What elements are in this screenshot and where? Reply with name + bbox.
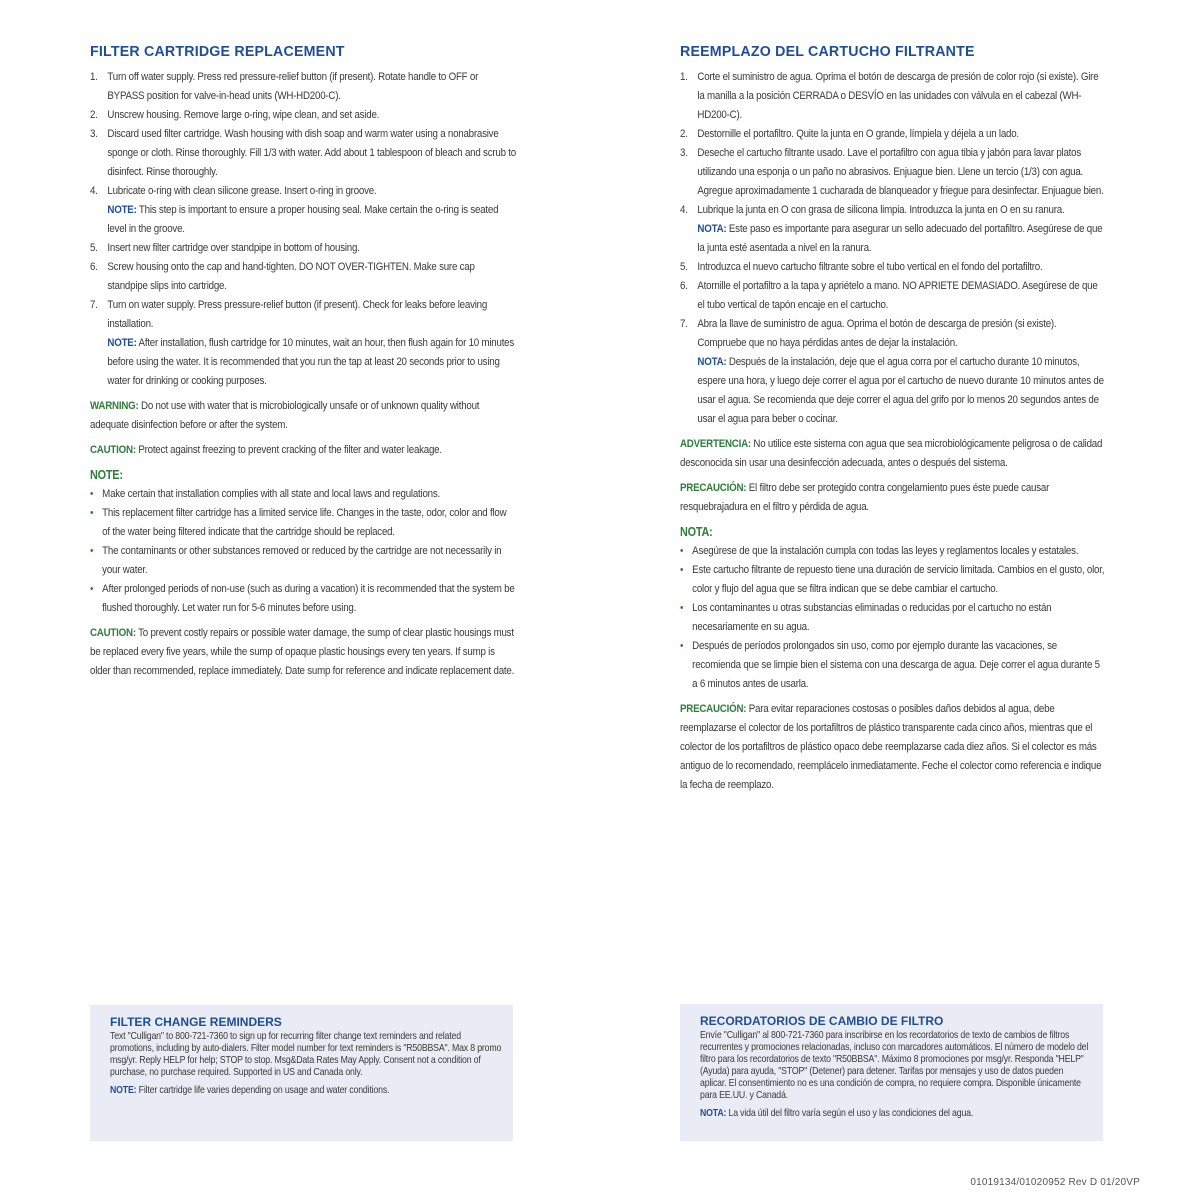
list-item <box>680 637 1106 694</box>
recordatorios-box <box>680 1004 1103 1141</box>
caution-paragraph <box>680 700 1106 795</box>
warning-text: No utilice este sistema con agua que sea microbiológicamente peligrosa o de calidad desconocida sin usar una desinfección adecuada, antes o después del sistema. <box>680 438 1103 469</box>
step-number: 1. <box>680 71 688 83</box>
bullet-text: Make certain that installation complies with all state and local laws and regulations. <box>102 488 441 500</box>
step-number: 4. <box>90 185 98 197</box>
caution-label: CAUTION: <box>90 444 136 456</box>
step-number: 7. <box>680 318 688 330</box>
list-item <box>90 296 516 391</box>
list-item <box>90 504 516 542</box>
step-text: Deseche el cartucho filtrante usado. Lave el portafiltro con agua tibia y jabón para lavar platos utilizando una esponja o un paño no abrasivos. Enjuague bien. Llene un tercio (1/3) con agua. Agregue aproximadamente 1 cucharada de blanqueador y friegue para desinfectar. Enjuague bien. <box>697 147 1104 197</box>
note-text: After installation, flush cartridge for 10 minutes, wait an hour, then flush again for 10 minutes before using the water. It is recommended that you run the tap at least 20 seconds prior to using water for drinking or cooking purposes. <box>107 337 515 387</box>
list-item <box>90 182 516 239</box>
filter-change-reminders-box <box>90 1005 513 1141</box>
list-item <box>680 315 1106 429</box>
caution-paragraph <box>680 479 1106 517</box>
note-label: NOTE: <box>107 204 137 216</box>
instructions-body <box>680 68 1106 795</box>
step-number: 4. <box>680 204 688 216</box>
caution-text: Protect against freezing to prevent cracking of the filter and water leakage. <box>135 444 442 456</box>
list-item <box>90 239 516 258</box>
step-text: Corte el suministro de agua. Oprima el botón de descarga de presión de color rojo (si existe). Gire la manilla a la posición CERRADA o DESVÍO en las unidades con válvula en el cabezal (WH-HD200-C). <box>697 71 1099 121</box>
step-text: Lubricate o-ring with clean silicone grease. Insert o-ring in groove. <box>107 185 377 197</box>
bullet-icon: • <box>680 602 684 614</box>
bullet-text: Este cartucho filtrante de repuesto tiene una duración de servicio limitada. Cambios en el gusto, olor, color y flujo del agua que se filtra indican que se debe cambiar el cartucho. <box>692 564 1105 595</box>
step-text: Atornille el portafiltro a la tapa y apriételo a mano. NO APRIETE DEMASIADO. Asegúrese de que el tubo vertical de tapón encaje en el cartucho. <box>697 280 1098 311</box>
spanish-column <box>680 44 1110 795</box>
list-item <box>90 580 516 618</box>
caution-text: Para evitar reparaciones costosas o posibles daños debidos al agua, debe reemplazarse el colector de los portafiltros de plástico transparente cada cinco años, mientras que el colector de los portafiltros de plástico opaco debe reemplazarse cada diez años. Si el colector es más antiguo de lo recomendado, reemplácelo inmediatamente. Feche el colector como referencia e indique la fecha de reemplazo. <box>680 703 1102 791</box>
warning-paragraph <box>90 397 516 435</box>
step-text: Destornille el portafiltro. Quite la junta en O grande, límpiela y déjela a un lado. <box>697 128 1019 140</box>
step-text: Discard used filter cartridge. Wash housing with dish soap and warm water using a nonabrasive sponge or cloth. Rinse thoroughly. Fill 1/3 with water. Add about 1 tablespoon of bleach and scrub to disinfect. Rinse thoroughly. <box>107 128 516 178</box>
step-number: 1. <box>90 71 98 83</box>
note-text: La vida útil del filtro varía según el uso y las condiciones del agua. <box>726 1108 974 1119</box>
note-text: This step is important to ensure a proper housing seal. Make certain the o-ring is seated level in the groove. <box>107 204 499 235</box>
warning-text: Do not use with water that is microbiologically unsafe or of unknown quality without adequate disinfection before or after the system. <box>90 400 480 431</box>
steps-list <box>90 68 516 391</box>
bullet-icon: • <box>90 507 94 519</box>
caution-paragraph <box>90 441 516 460</box>
list-item <box>680 68 1106 125</box>
step-text: Turn off water supply. Press red pressure-relief button (if present). Rotate handle to OFF or BYPASS position for valve-in-head units (WH-HD200-C). <box>107 71 479 102</box>
list-item <box>680 277 1106 315</box>
bullet-text: Los contaminantes u otras substancias eliminadas o reducidas por el cartucho no están necesariamente en su agua. <box>692 602 1052 633</box>
step-number: 3. <box>90 128 98 140</box>
steps-list <box>680 68 1106 429</box>
list-item <box>90 542 516 580</box>
note-text: Filter cartridge life varies depending on usage and water conditions. <box>136 1085 390 1096</box>
notes-list <box>90 485 516 618</box>
section-title: REEMPLAZO DEL CARTUCHO FILTRANTE <box>680 44 975 60</box>
list-item <box>680 125 1106 144</box>
step-number: 6. <box>680 280 688 292</box>
reminder-text: Text "Culligan" to 800-721-7360 to sign up for recurring filter change text reminders and related promotions, including by auto-dialers. Filter model number for text reminders is "R50BBSA". Max 8 promo msg/yr. Reply HELP for help; STOP to stop. Msg&Data Rates May Apply. Consent not a condition of purchase, no purchase required. Supported in US and Canada only. <box>110 1031 502 1078</box>
note-label: NOTE: <box>110 1085 137 1096</box>
list-item <box>680 542 1106 561</box>
note-label: NOTA: <box>697 223 727 235</box>
notes-list <box>680 542 1106 694</box>
list-item <box>680 561 1106 599</box>
note-label: NOTA: <box>697 356 727 368</box>
step-number: 6. <box>90 261 98 273</box>
step-text: Lubrique la junta en O con grasa de silicona limpia. Introduzca la junta en O en su ranura. <box>697 204 1065 216</box>
note-heading: NOTE: <box>90 468 123 482</box>
list-item <box>90 485 516 504</box>
bullet-icon: • <box>680 545 684 557</box>
instructions-body <box>90 68 516 681</box>
bullet-icon: • <box>90 488 94 500</box>
note-text: Después de la instalación, deje que el agua corra por el cartucho durante 10 minutos, espere una hora, y luego deje correr el agua por el cartucho de nuevo durante 10 minutos antes de usar el agua. Se recomienda que deje correr el agua del grifo por lo menos 20 segundos antes de usar el agua para beber o cocinar. <box>697 356 1104 425</box>
reminder-body <box>110 1031 501 1097</box>
caution-label: PRECAUCIÓN: <box>680 703 747 715</box>
list-item <box>90 106 516 125</box>
document-code: 01019134/01020952 Rev D 01/20VP <box>970 1177 1140 1188</box>
warning-label: WARNING: <box>90 400 139 412</box>
step-number: 2. <box>680 128 688 140</box>
step-number: 2. <box>90 109 98 121</box>
caution-text: El filtro debe ser protegido contra congelamiento pues éste puede causar resquebrajadura en el filtro y pérdida de agua. <box>680 482 1050 513</box>
step-text: Unscrew housing. Remove large o-ring, wipe clean, and set aside. <box>107 109 380 121</box>
reminder-note <box>700 1108 1091 1120</box>
reminder-title: FILTER CHANGE REMINDERS <box>110 1015 282 1029</box>
reminder-note <box>110 1085 501 1097</box>
reminder-title: RECORDATORIOS DE CAMBIO DE FILTRO <box>700 1014 944 1028</box>
note-heading: NOTA: <box>680 525 713 539</box>
caution-paragraph <box>90 624 516 681</box>
step-number: 7. <box>90 299 98 311</box>
step-text: Abra la llave de suministro de agua. Oprima el botón de descarga de presión (si existe). Compruebe que no haya pérdidas antes de dejar la instalación. <box>697 318 1057 349</box>
step-text: Insert new filter cartridge over standpipe in bottom of housing. <box>107 242 360 254</box>
bullet-text: The contaminants or other substances removed or reduced by the cartridge are not necessarily in your water. <box>102 545 502 576</box>
step-number: 5. <box>90 242 98 254</box>
bullet-icon: • <box>90 545 94 557</box>
step-text: Introduzca el nuevo cartucho filtrante sobre el tubo vertical en el fondo del portafiltro. <box>697 261 1043 273</box>
bullet-icon: • <box>90 583 94 595</box>
step-text: Turn on water supply. Press pressure-relief button (if present). Check for leaks before leaving installation. <box>107 299 488 330</box>
warning-label: ADVERTENCIA: <box>680 438 751 450</box>
reminder-text: Envíe "Culligan" al 800-721-7360 para inscribirse en los recordatorios de texto de cambios de filtros recurrentes y promociones relacionadas, incluso con marcadores automáticos. El número de modelo del filtro para los recordatorios de texto "R50BBSA". Máximo 8 promociones por msg/yr. Responda "HELP" (Ayuda) para ayuda, "STOP" (Detener) para detener. Tarifas por mensajes y uso de datos pueden aplicar. El consentimiento no es una condición de compra, no requiere compra. Disponible únicamente para EE.UU. y Canadá. <box>700 1030 1089 1101</box>
step-number: 5. <box>680 261 688 273</box>
list-item <box>680 201 1106 258</box>
bullet-text: This replacement filter cartridge has a limited service life. Changes in the taste, odor, color and flow of the water being filtered indicate that the cartridge should be replaced. <box>102 507 507 538</box>
step-number: 3. <box>680 147 688 159</box>
reminder-body <box>700 1030 1091 1120</box>
bullet-text: After prolonged periods of non-use (such as during a vacation) it is recommended that the system be flushed thoroughly. Let water run for 5-6 minutes before using. <box>102 583 515 614</box>
warning-paragraph <box>680 435 1106 473</box>
bullet-icon: • <box>680 564 684 576</box>
caution-text: To prevent costly repairs or possible water damage, the sump of clear plastic housings must be replaced every five years, while the sump of opaque plastic housings every ten years. If sump is older than recommended, replace immediately. Date sump for reference and indicate replacement date. <box>90 627 515 677</box>
note-text: Este paso es importante para asegurar un sello adecuado del portafiltro. Asegúrese de que la junta esté asentada a nivel en la ranura. <box>697 223 1103 254</box>
list-item <box>680 144 1106 201</box>
step-text: Screw housing onto the cap and hand-tighten. DO NOT OVER-TIGHTEN. Make sure cap standpipe slips into cartridge. <box>107 261 475 292</box>
section-title: FILTER CARTRIDGE REPLACEMENT <box>90 44 345 60</box>
list-item <box>90 125 516 182</box>
list-item <box>90 258 516 296</box>
note-label: NOTA: <box>700 1108 727 1119</box>
list-item <box>680 258 1106 277</box>
caution-label: PRECAUCIÓN: <box>680 482 747 494</box>
caution-label: CAUTION: <box>90 627 136 639</box>
list-item <box>90 68 516 106</box>
english-column <box>90 44 520 681</box>
bullet-icon: • <box>680 640 684 652</box>
list-item <box>680 599 1106 637</box>
bullet-text: Asegúrese de que la instalación cumpla con todas las leyes y reglamentos locales y estatales. <box>692 545 1079 557</box>
note-label: NOTE: <box>107 337 137 349</box>
bullet-text: Después de períodos prolongados sin uso, como por ejemplo durante las vacaciones, se recomienda que se limpie bien el sistema con una descarga de agua. Deje correr el agua durante 5 a 6 minutos antes de usarla. <box>692 640 1100 690</box>
